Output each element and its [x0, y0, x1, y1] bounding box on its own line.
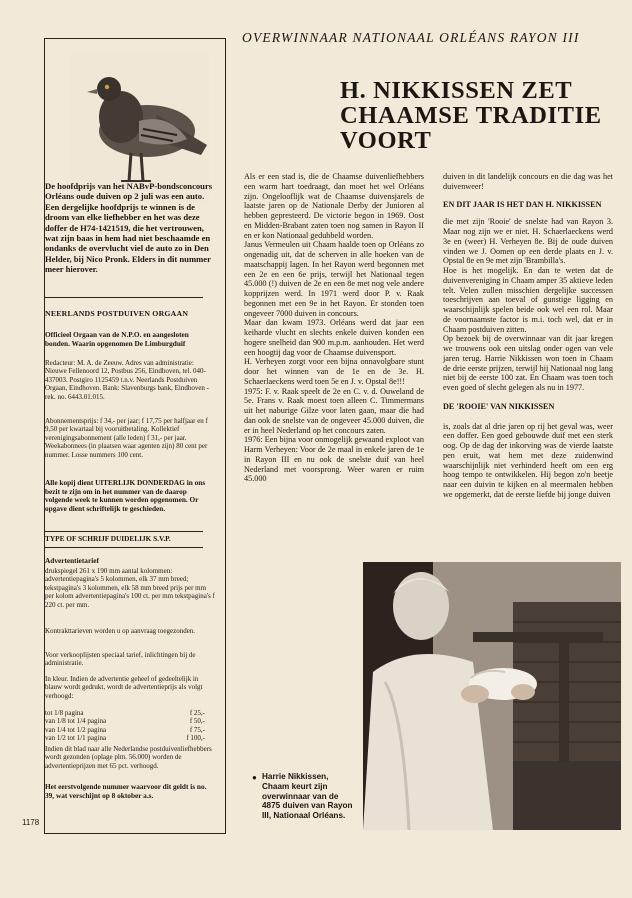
paragraph: Als er een stad is, die de Chaamse duivenliefhebbers een warm hart toedraagt, dan moet het wel Orléans zijn. Ongelooflijk wat de Chaamse duivensjarels de laatste jaren op de Nationale Derby der Junioren al hebben gepresteerd. De victorie begon in 1969. Oost en Midden-Brabant zaten toen nog samen in Rayon II en er kon Nationaal gedubbeld worden.	[244, 172, 424, 240]
rate-row: van 1/4 tot 1/2 pagina f 75,-	[45, 725, 205, 734]
org-title: NEERLANDS POSTDUIVEN ORGAAN	[45, 309, 189, 318]
paragraph: Maar dan kwam 1973. Orléans werd dat jaar een keiharde vlucht en slechts enkele duiven konden een hogere snelheid dan 900 m.p.m. aanhouden. Het werd een hoogtij dag voor de Chaamse duivensport.	[244, 318, 424, 357]
rate-row: tot 1/8 pagina f 25,-	[45, 709, 205, 717]
ad-text: drukspiegel 261 x 190 mm aantal kolommen: advertentiepagina's 5 kolommen, elk 37 mm breed; tekstpagina's 3 kolommen, elk 58 mm breed prijs per mm per kolom advertentiepagina's 100 ct. per mm tekstpagina's f 220 ct. per mm.	[45, 567, 215, 609]
org-subtitle: Officieel Orgaan van de N.P.O. en aangesloten bonden. Waarin opgenomen De Limburgduif	[45, 330, 189, 348]
copy-notice: Alle kopij dient UITERLIJK DONDERDAG in ons bezit te zijn om in het nummer van de daarop volgende week te kunnen worden opgenomen. Or opgave dient schriftelijk te geschieden.	[45, 478, 206, 513]
article-headline: H. NIKKISSEN ZET CHAAMSE TRADITIE VOORT	[340, 77, 602, 154]
sales-text: Voor verkooplijsten speciaal tarief, inlichtingen bij de administratie.	[45, 651, 196, 668]
paragraph: duiven in dit landelijk concours en die dag was het duivenweer!	[443, 172, 613, 191]
subheading: EN DIT JAAR IS HET DAN H. NIKKISSEN	[443, 199, 602, 209]
article-photo	[363, 562, 621, 830]
info-box	[44, 38, 226, 834]
rate-row: van 1/8 tot 1/4 pagina f 50,-	[45, 717, 205, 726]
paragraph: H. Verheyen zorgt voor een bijna onnavolgbare stunt door het winnen van de 1e en de 3e. H. Schaerlaeckens werd toen 5e en J. v. Opstal 8e!!!	[244, 357, 424, 386]
intro-text: De hoofdprijs van het NABvP-bondsconcours Orléans oude duiven op 2 juli was een auto. Een dergelijke hoofdprijs te winnen is de droom van elke liefhebber en het was deze doffer de H74-1421519, die het vertrouwen, wat zijn baas in hem had niet beschaamde en ondanks de overvlucht viel de auto zo in Den Helder, bij Nico Pronk. Elders in dit nummer meer hierover.	[45, 181, 213, 275]
contract-text: Kontrakttarieven worden u op aanvraag toegezonden.	[45, 627, 196, 635]
subscription-text: Abonnementsprijs: f 34,- per jaar; f 17,75 per halfjaar en f 9,50 per kwartaal bij vooruitbetaling. Kollektief verenigingsabonnement (alle leden) f 31,- per jaar. Weekabonnees (in plaatsen waar agenten zijn) 80 cent per nummer. Losse nummers 100 cent.	[45, 417, 208, 459]
paragraph: Janus Vermeulen uit Chaam haalde toen op Orléans zo ongenadig uit, dat de scherven in alle hoeken van de maatschappij lagen. In het Rayon werd begonnen met een 2e en een 6e prijs, terwijl het Nationaal tegen 45.000 (!) duiven de 2e en een 8e met nog vele andere kopprijzen werd. In 1971 werd door P. v. Raak begonnen met een 9e in het Rayon. Er stonden toen ongeveer 7000 duiven in concours.	[244, 240, 424, 318]
article-column-1	[244, 172, 424, 484]
divider	[45, 297, 203, 298]
bullet-icon: ●	[252, 773, 257, 782]
article-column-2	[443, 172, 613, 500]
divider	[45, 547, 203, 548]
colour-text: In kleur. Indien de advertentie geheel of gedeeltelijk in blauw wordt gedrukt, wordt de advertentieprijs als volgt verhoogd:	[45, 675, 203, 700]
rates-table	[45, 709, 205, 743]
next-issue-text: Het eerstvolgende nummer waarvoor dit geldt is no. 39, wat verschijnt op 8 oktober a.s.	[45, 782, 207, 800]
page-number: 1178	[22, 818, 40, 827]
ad-title: Advertentietarief	[45, 556, 99, 565]
rate-row: van 1/2 tot 1/1 pagina f 100,-	[45, 734, 205, 743]
paragraph: Op bezoek bij de overwinnaar van dit jaar kregen we trouwens ook een uitslag onder ogen van vele jaren terug. Harrie Nikkissen won toen in Chaam de drie eerste prijzen, terwijl hij Nationaal nog lang niet bij de eerste 100 zat. En Chaam was toen toch even goed of slecht gelegen als nu in 1977.	[443, 334, 613, 392]
photo-caption: Harrie Nikkissen, Chaam keurt zijn overwinnaar van de 4875 duiven van Rayon III, Nationaal Orléans.	[262, 772, 353, 821]
paragraph: 1975: F. v. Raak speelt de 2e en C. v. d. Ouweland de 5e. Frans v. Raak moest toen alleen C. Timmermans uit het naburige Gilze voor laten gaan, maar die had dan ook de snelste van de ongeveer 45.000 duiven, die er in heel Nederland op het concours zaten.	[244, 386, 424, 435]
paragraph: is, zoals dat al drie jaren op rij het geval was, weer een doffer. Een goed gebouwde duif met een sterk oog. Op de dag der inkorving was de vierde laatste pen eruit, wat hem met deze zuidenwind waarschijnlijk niet verhinderd heeft om een erg hoog tempo te ontwikkelen. Hij begon zo'n beetje naar een duivin te kijken en al meermalen hebben we opgemerkt, dat de eerste liefde bij jonge duiven	[443, 421, 613, 499]
colophon: Redacteur: M. A. de Zeeuw. Adres van administratie: Nieuwe Fellenoord 12, Postbus 256, Eindhoven, tel. 040-437003. Postgiro 1125459 t.n.v. Neerlands Postduiven Orgaan, Eindhoven. Bank: Slavenburgs bank, Eindhoven - rek. no. 6443.01.015.	[45, 359, 210, 401]
paragraph: Hoe is het mogelijk. En dan te weten dat de duivenvereniging in Chaam amper 35 aktieve leden telt. Velen zullen misschien dergelijke successen toeschrijven aan toeval of gunstige ligging en waarschijnlijk spelen beide ook wel een rol. Maar de voornaamste factor is m.i. toch wel, dat er in Chaam postduiven zitten.	[443, 266, 613, 334]
type-notice: TYPE OF SCHRIJF DUIDELIJK S.V.P.	[45, 534, 171, 543]
circulation-text: Indien dit blad naar alle Nederlandse postduivenliefhebbers wordt gezonden (oplage plm. 56.000) worden de advertentieprijzen met 65 pct. verhoogd.	[45, 745, 212, 770]
paragraph: die met zijn 'Rooie' de snelste had van Rayon 3. Maar nog zijn we er niet. H. Schaerlaeckens werd 3e en (weer) H. Verheyen 8e. Bij de oude duiven vinden we J. Oomen op een derde plaats en J. v. Opstal 8e en 9e met zijn 'Brambilla's.	[443, 217, 613, 266]
paragraph: 1976: Een bijna voor onmogelijk gewaand exploot van Harm Verheyen: Voor de 2e maal in enkele jaren de 1e in Rayon III en nu ook de snelste duif van heel Nederland met voorsprong. Weer waren er ruim 45.000	[244, 435, 424, 484]
article-kicker: OVERWINNAAR NATIONAAL ORLÉANS RAYON III	[242, 30, 580, 45]
subheading: DE 'ROOIE' VAN NIKKISSEN	[443, 401, 555, 411]
divider	[45, 531, 203, 532]
